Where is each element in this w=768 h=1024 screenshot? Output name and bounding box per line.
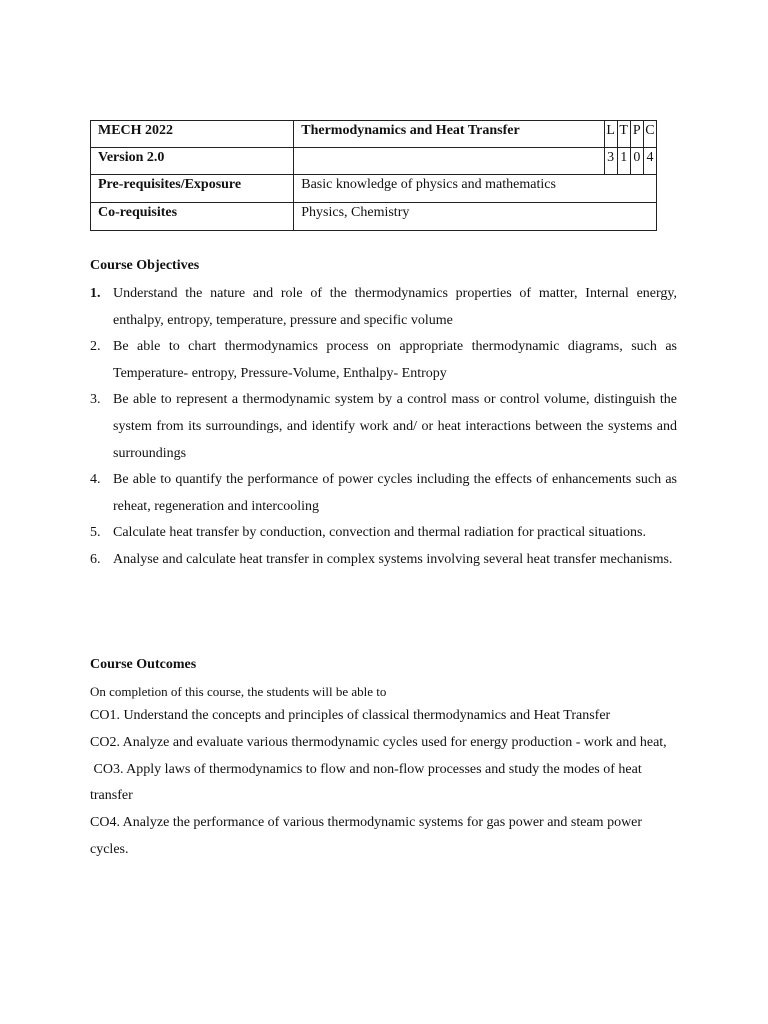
version-blank-cell [294,148,604,175]
list-item-text: Understand the nature and role of the thermodynamics properties of matter, Internal energy, enthalpy, entropy, temperature, pressure and specific volume [113,286,677,328]
list-item-text: Calculate heat transfer by conduction, convection and thermal radiation for practical situations. [113,525,646,541]
list-item-text: Be able to chart thermodynamics process on appropriate thermodynamic diagrams, such as Temperature- entropy, Pressure-Volume, Enthalpy- Entropy [113,339,677,381]
outcome-co3: CO3. Apply laws of thermodynamics to flow and non-flow processes and study the modes of heat transfer [90,761,646,804]
list-item-number: 5. [90,525,101,541]
course-title: Thermodynamics and Heat Transfer [294,121,604,148]
table-row [91,121,657,148]
list-item-number: 4. [90,472,101,488]
table-row [91,175,657,203]
list-item-text: Be able to quantify the performance of power cycles including the effects of enhancements such as reheat, regeneration and intercooling [113,472,677,514]
outcomes-heading: Course Outcomes [90,657,197,672]
list-item [90,467,677,520]
table-row [91,203,657,231]
list-item [90,547,677,574]
course-code: MECH 2022 [91,121,294,148]
outcome-co4: CO4. Analyze the performance of various thermodynamic systems for gas power and steam power cycles. [90,815,643,857]
list-item-number: 3. [90,392,101,408]
outcome-co1: CO1. Understand the concepts and principles of classical thermodynamics and Heat Transfer [90,708,611,723]
objectives-heading: Course Objectives [90,258,200,273]
corequisites-value: Physics, Chemistry [294,203,657,231]
outcome-co2: CO2. Analyze and evaluate various thermodynamic cycles used for energy production - work and heat, [90,734,667,750]
list-item-number: 1. [90,286,101,301]
ltpc-header-t: T [617,121,630,148]
list-item [90,520,677,547]
ltpc-value-c: 4 [643,148,656,175]
prerequisites-label: Pre-requisites/Exposure [91,175,294,203]
ltpc-header-c: C [643,121,656,148]
outcomes-list [90,703,680,864]
list-item-text: Be able to represent a thermodynamic system by a control mass or control volume, distinguish the system from its surroundings, and identify work and/ or heat interactions between the systems and surroundings [113,392,677,461]
corequisites-label: Co-requisites [91,203,294,231]
list-item [90,334,677,387]
version-label: Version 2.0 [91,148,294,175]
objectives-list [90,281,677,574]
ltpc-value-t: 1 [617,148,630,175]
prerequisites-value: Basic knowledge of physics and mathematics [294,175,657,203]
ltpc-header-l: L [604,121,617,148]
course-info-table [90,120,657,231]
list-item-number: 6. [90,551,101,567]
ltpc-value-p: 0 [630,148,643,175]
list-item [90,387,677,467]
table-row [91,148,657,175]
ltpc-value-l: 3 [604,148,617,175]
list-item-text: Analyse and calculate heat transfer in complex systems involving several heat transfer mechanisms. [113,551,673,567]
outcomes-intro: On completion of this course, the students will be able to [90,684,387,699]
list-item [90,281,677,334]
list-item-number: 2. [90,339,101,355]
ltpc-header-p: P [630,121,643,148]
